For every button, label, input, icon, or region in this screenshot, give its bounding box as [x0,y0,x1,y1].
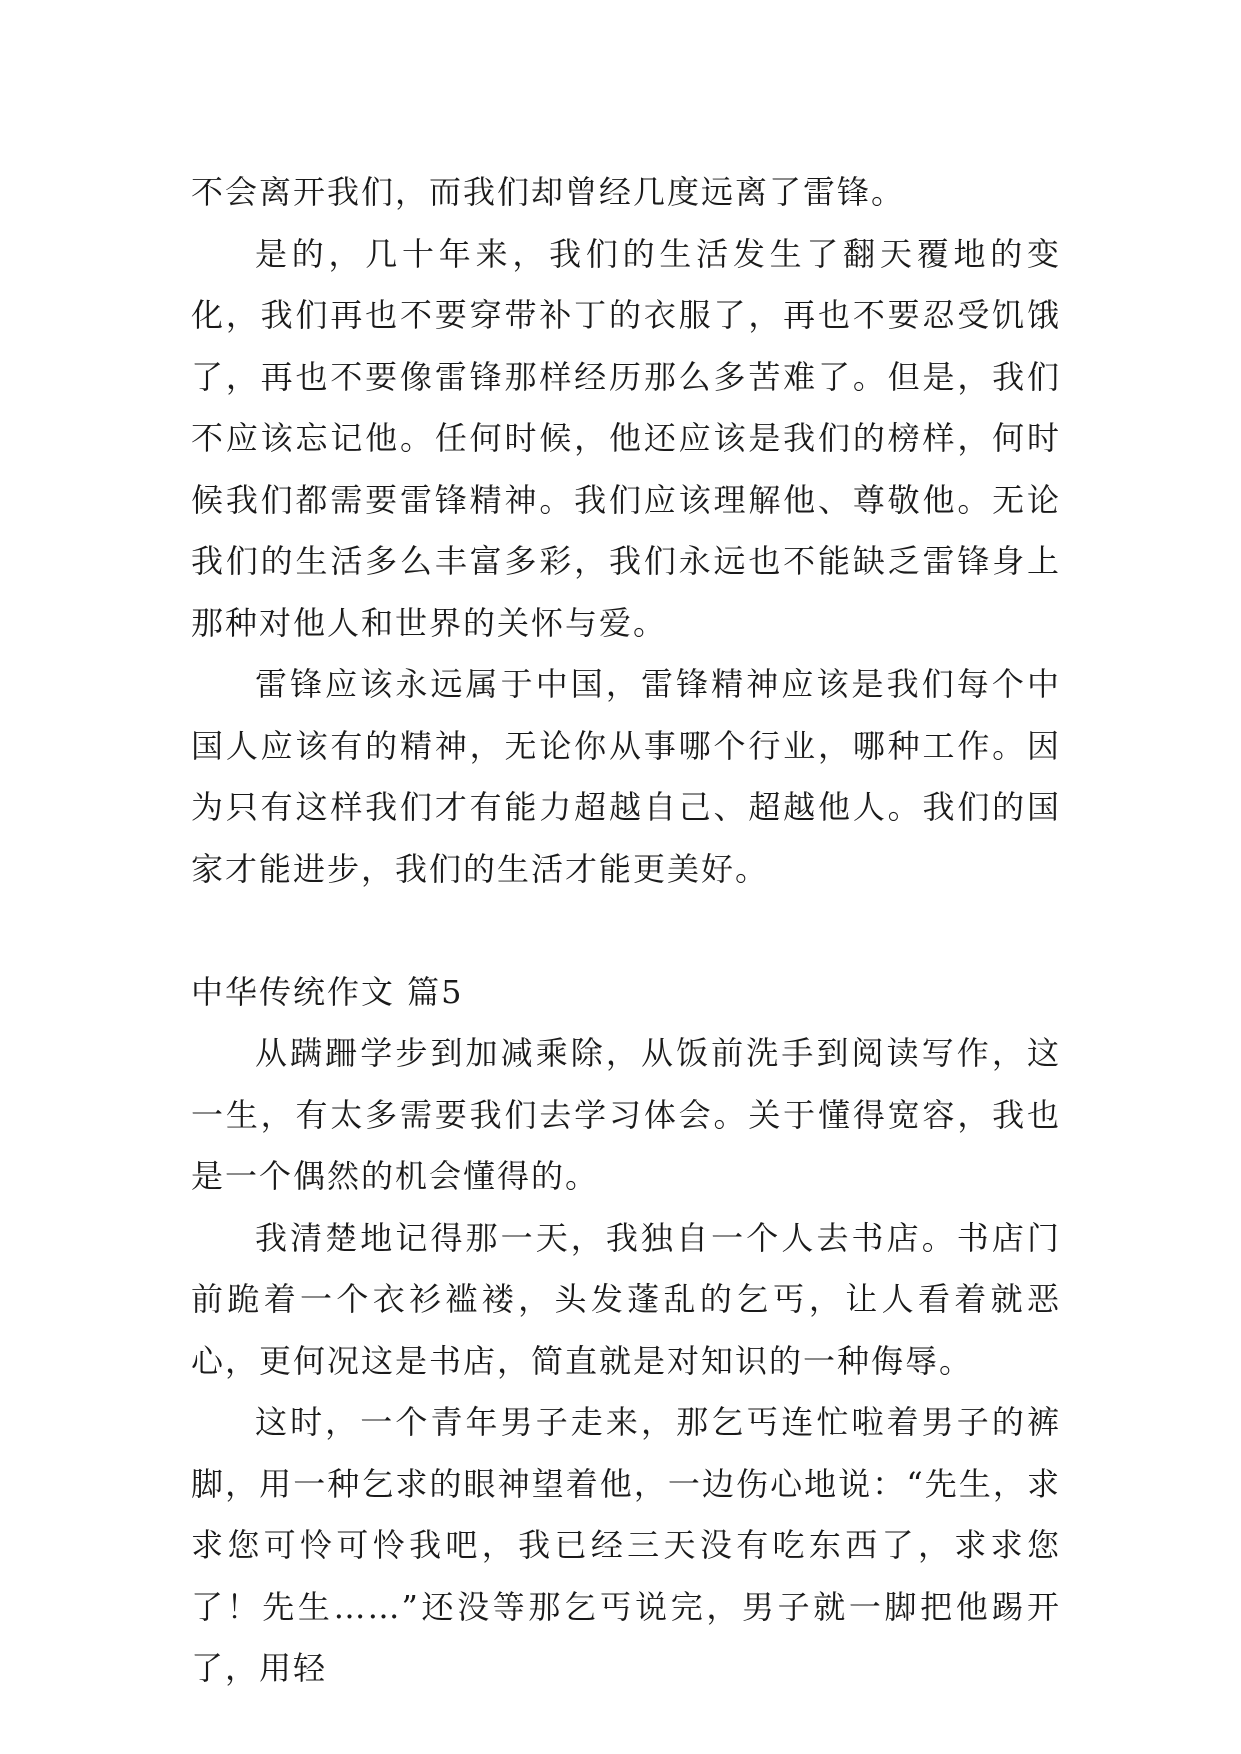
paragraph-1: 不会离开我们，而我们却曾经几度远离了雷锋。 [191,173,906,211]
paragraph-5: 我清楚地记得那一天，我独自一个人去书店。书店门前跪着一个衣衫褴褛，头发蓬乱的乞丐，让人看着就恶心，更何况这是书店，简直就是对知识的一种侮辱。 [191,1218,1061,1380]
paragraph-3: 雷锋应该永远属于中国，雷锋精神应该是我们每个中国人应该有的精神，无论你从事哪个行业，哪种工作。因为只有这样我们才有能力超越自己、超越他人。我们的国家才能进步，我们的生活才能更美好。 [191,665,1061,888]
paragraph-4: 从蹒跚学步到加减乘除，从饭前洗手到阅读写作，这一生，有太多需要我们去学习体会。关于懂得宽容，我也是一个偶然的机会懂得的。 [191,1034,1061,1195]
document-body [191,162,1061,1700]
section-heading: 中华传统作文 篇5 [191,972,464,1011]
paragraph-6: 这时，一个青年男子走来，那乞丐连忙啦着男子的裤脚，用一种乞求的眼神望着他，一边伤心地说：“先生，求求您可怜可怜我吧，我已经三天没有吃东西了，求求您了！先生……”还没等那乞丐说完，男子就一脚把他踢开了，用轻 [191,1403,1061,1687]
paragraph-2: 是的，几十年来，我们的生活发生了翻天覆地的变化，我们再也不要穿带补丁的衣服了，再也不要忍受饥饿了，再也不要像雷锋那样经历那么多苦难了。但是，我们不应该忘记他。任何时候，他还应该是我们的榜样，何时候我们都需要雷锋精神。我们应该理解他、尊敬他。无论我们的生活多么丰富多彩，我们永远也不能缺乏雷锋身上那种对他人和世界的关怀与爱。 [191,234,1061,642]
